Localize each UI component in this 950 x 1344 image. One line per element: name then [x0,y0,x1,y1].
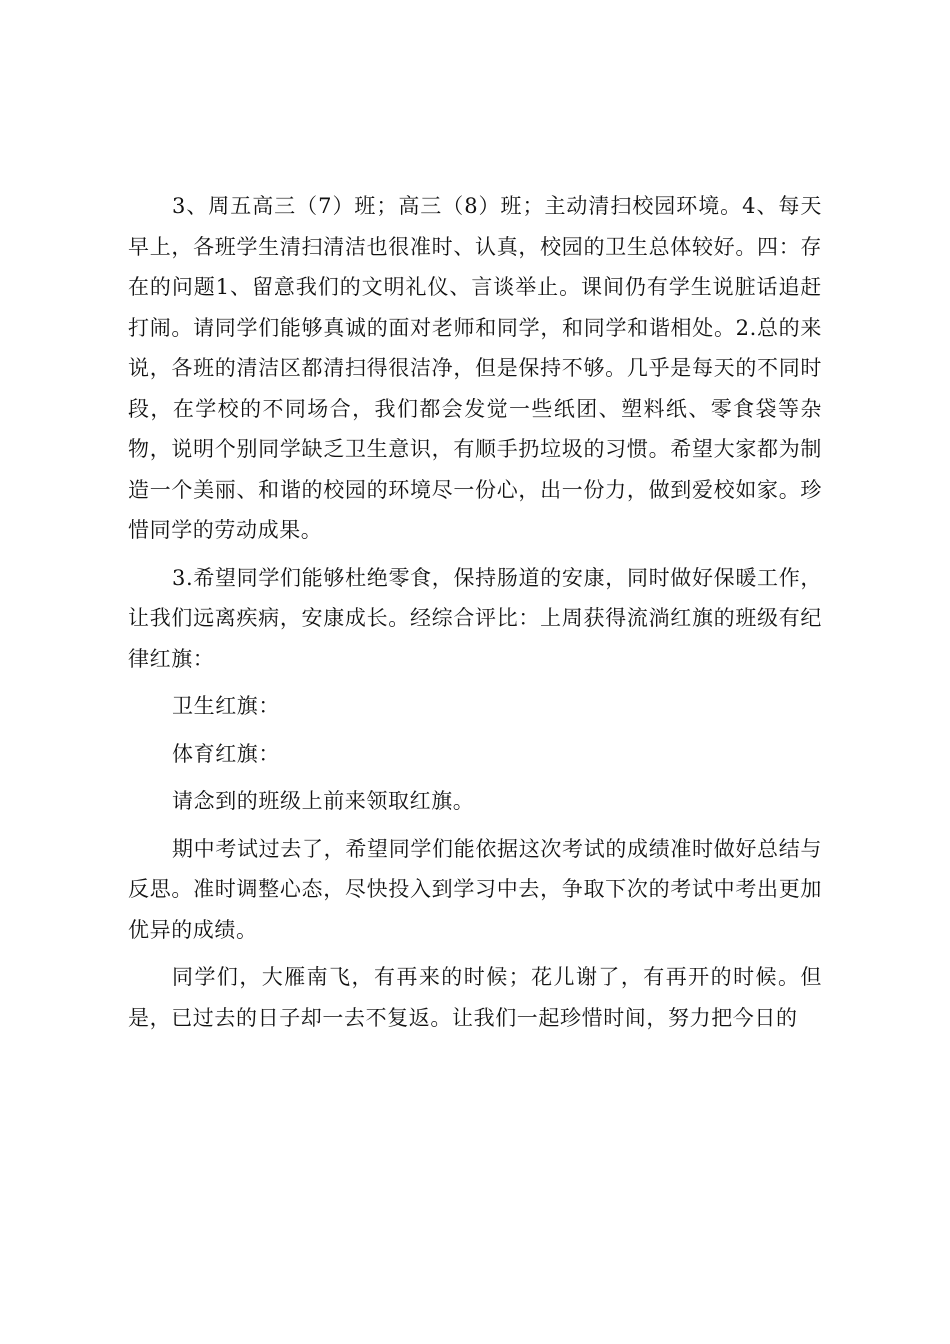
paragraph-cherish-time: 同学们，大雁南飞，有再来的时候；花儿谢了，有再开的时候。但是，已过去的日子却一去不复返。让我们一起珍惜时间，努力把今日的 [128,965,822,1030]
paragraph-health-and-flags: 3.希望同学们能够杜绝零食，保持肠道的安康，同时做好保暖工作，让我们远离疾病，安康成长。经综合评比：上周获得流淌红旗的班级有纪律红旗： [128,565,822,671]
paragraph-hygiene-report: 3、周五高三（7）班；高三（8）班；主动清扫校园环境。4、每天早上，各班学生清扫清洁也很准时、认真，校园的卫生总体较好。四：存在的问题1、留意我们的文明礼仪、言谈举止。课间仍有学生说脏话追赶打闹。请同学们能够真诚的面对老师和同学，和同学和谐相处。2.总的来说，各班的清洁区都清扫得很洁净，但是保持不够。几乎是每天的不同时段，在学校的不同场合，我们都会发觉一些纸团、塑料纸、零食袋等杂物，说明个别同学缺乏卫生意识，有顺手扔垃圾的习惯。希望大家都为制造一个美丽、和谐的校园的环境尽一份心，出一份力，做到爱校如家。珍惜同学的劳动成果。 [128,194,822,542]
paragraph-collect-flags: 请念到的班级上前来领取红旗。 [172,789,475,813]
paragraph-midterm-exam: 期中考试过去了，希望同学们能依据这次考试的成绩准时做好总结与反思。准时调整心态，尽快投入到学习中去，争取下次的考试中考出更加优异的成绩。 [128,836,822,942]
paragraph-hygiene-flag: 卫生红旗： [172,694,280,718]
paragraph-sports-flag: 体育红旗： [172,741,280,766]
document-body [128,186,822,1045]
